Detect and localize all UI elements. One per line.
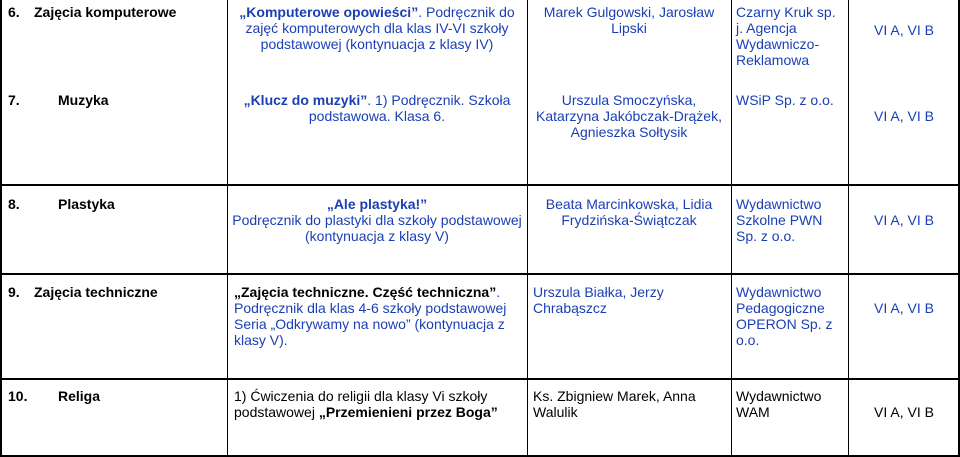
row-9-title-desc: . Podręcznik dla klas 4-6 szkoły podstawowej Seria „Odkrywamy na nowo” (kontynuacja z klasy V). — [234, 284, 507, 348]
row-7-number: 7. — [8, 92, 20, 108]
row-10-subject: Religa — [58, 388, 101, 404]
row-7-title-name: „Klucz do muzyki” — [243, 92, 368, 108]
row-6-classes: VI A, VI B — [874, 22, 934, 38]
row-9-authors: Urszula Białka, Jerzy Chrabąszcz — [533, 284, 664, 316]
row-10-title-desc: 1) Ćwiczenia do religii dla klasy Vi szkoły podstawowej — [234, 388, 488, 420]
row-9-publisher: Wydawnictwo Pedagogiczne OPERON Sp. z o.o. — [736, 284, 833, 348]
row-6-subject: Zajęcia komputerowe — [34, 4, 177, 20]
row-8-authors: Beata Marcinkowska, Lidia Frydzińska-Świątczak — [545, 196, 713, 228]
row-10-number: 10. — [8, 388, 28, 404]
row-10-publisher: Wydawnictwo WAM — [736, 388, 822, 420]
row-8-classes: VI A, VI B — [874, 212, 934, 228]
row-7-publisher: WSiP Sp. z o.o. — [736, 92, 834, 108]
row-10-title-name: „Przemienieni przez Boga” — [318, 404, 498, 420]
row-9-classes: VI A, VI B — [874, 300, 934, 316]
row-7-title-desc: . 1) Podręcznik. Szkoła podstawowa. Klasa 6. — [308, 92, 511, 124]
row-9-number: 9. — [8, 284, 20, 300]
row-10-authors: Ks. Zbigniew Marek, Anna Walulik — [533, 388, 696, 420]
row-7-authors: Urszula Smoczyńska, Katarzyna Jakóbczak-Drążek, Agnieszka Sołtysik — [536, 92, 722, 140]
row-6-title-name: „Komputerowe opowieści” — [239, 4, 419, 20]
row-9-subject: Zajęcia techniczne — [34, 284, 158, 300]
row-6-publisher: Czarny Kruk sp. j. Agencja Wydawniczo-Reklamowa — [736, 4, 836, 68]
row-9-title-name: „Zajęcia techniczne. Część techniczna” — [234, 284, 497, 300]
row-8-title — [232, 196, 522, 244]
row-10-title — [234, 388, 522, 420]
row-6-title — [232, 4, 522, 52]
row-8-publisher: Wydawnictwo Szkolne PWN Sp. z o.o. — [736, 196, 823, 244]
row-8-title-name: „Ale plastyka!” — [326, 196, 428, 212]
row-8-subject: Plastyka — [58, 196, 115, 212]
row-7-classes: VI A, VI B — [874, 108, 934, 124]
row-7-subject: Muzyka — [58, 92, 109, 108]
row-6-title-desc: . Podręcznik do zajęć komputerowych dla klas IV-VI szkoły podstawowej (kontynuacja z klasy IV) — [245, 4, 515, 52]
row-8-number: 8. — [8, 196, 20, 212]
row-6-number: 6. — [8, 4, 20, 20]
row-8-title-desc: Podręcznik do plastyki dla szkoły podstawowej (kontynuacja z klasy V) — [232, 212, 522, 244]
row-9-title — [234, 284, 522, 348]
row-6-authors: Marek Gulgowski, Jarosław Lipski — [543, 4, 715, 36]
row-7-title — [232, 92, 522, 124]
row-10-classes: VI A, VI B — [874, 404, 934, 420]
